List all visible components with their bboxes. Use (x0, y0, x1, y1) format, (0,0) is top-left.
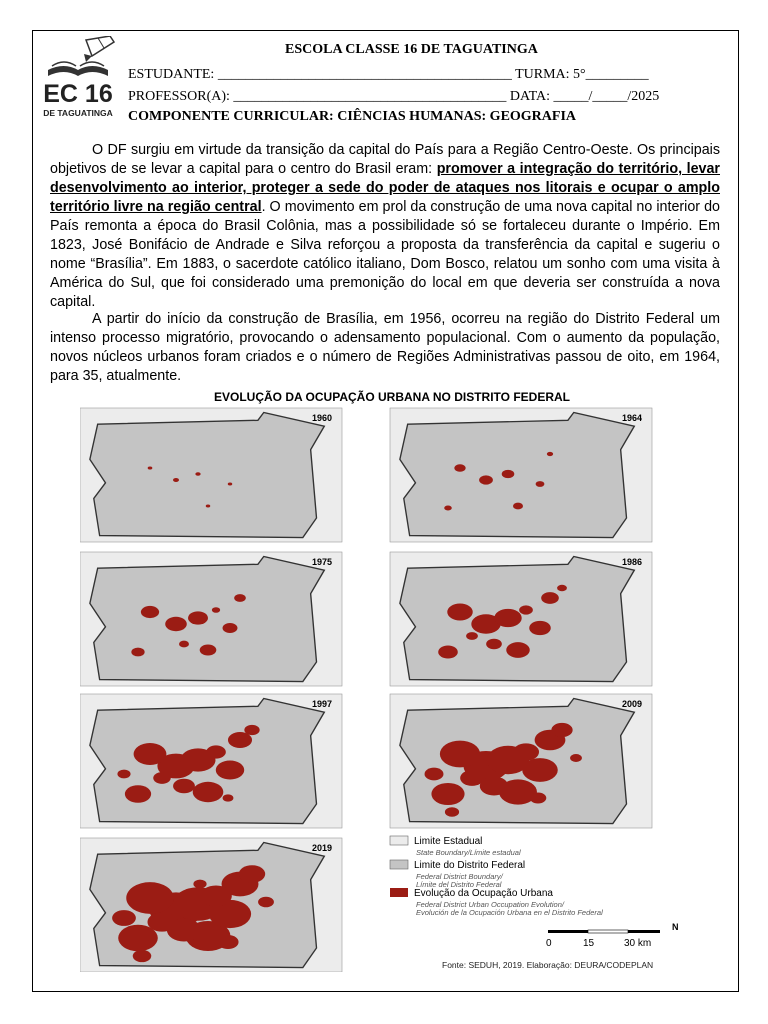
urban-area (239, 865, 265, 883)
scale-label-15: 15 (583, 938, 595, 949)
paragraph-1: O DF surgiu em virtude da transição da capital do País para a Região Centro-Oeste. Os principais objetivos de se levar a capital para o centro do Brasil eram: promover a integração do território, levar desenvolvimento ao interior, proteger a sede do poder de ataques nos litorais e ocupar o amplo território livre na região central. O movimento em prol da construção de uma nova capital no interior do País remonta a época do Brasil Colônia, mas a possibilidade só se fortaleceu durante o Império. Em 1823, José Bonifácio de Andrade e Silva reforçou a proposta da transferência da capital e sugeriu o nome “Brasília”. Em 1883, o sacerdote católico italiano, Dom Bosco, relatou um sonho com uma visita à América do Sul, que foi considerado uma premonição do local em que deveria ser construída a nova capital. (50, 142, 720, 310)
urban-area (479, 475, 493, 484)
map-panel-1997 (80, 694, 342, 828)
urban-area (153, 772, 171, 784)
urban-area (431, 783, 464, 805)
urban-area (117, 770, 130, 779)
panel-year-label: 1960 (311, 413, 332, 423)
legend-sub-df-2: Límite del Distrito Federal (416, 880, 502, 889)
map-panel-2019 (80, 838, 342, 972)
legend-label-urban: Evolução da Ocupação Urbana (414, 888, 553, 899)
urban-evolution-figure (80, 402, 660, 972)
urban-area (223, 623, 238, 633)
urban-area (258, 897, 274, 908)
panel-year-label: 1986 (621, 557, 642, 567)
figure-source: Fonte: SEDUH, 2019. Elaboração: DEURA/CODEPLAN (442, 960, 654, 970)
legend-swatch-df (390, 860, 408, 869)
legend-label-state: Limite Estadual (414, 836, 483, 847)
legend-sub-urban-1: Federal District Urban Occupation Evolution/ (416, 900, 564, 909)
teacher-field: PROFESSOR(A): _______________________________________ (128, 89, 507, 104)
urban-area (486, 639, 502, 649)
map-panel-1964 (390, 408, 652, 542)
date-field: DATA: _____/_____/2025 (509, 89, 660, 104)
urban-area (536, 481, 545, 487)
subject-line: COMPONENTE CURRICULAR: CIÊNCIAS HUMANAS: GEOGRAFIA (128, 109, 577, 124)
urban-area (179, 641, 189, 648)
urban-area (217, 935, 238, 949)
urban-area (200, 885, 232, 906)
scale-label-30: 30 km (624, 938, 652, 949)
student-field: ESTUDANTE: __________________________________________ (128, 67, 512, 82)
urban-area (460, 770, 484, 786)
urban-area (522, 758, 558, 782)
logo-text: EC 16 (43, 80, 113, 108)
urban-area (206, 505, 211, 508)
urban-area (425, 768, 444, 781)
legend-sub-df-1: Federal District Boundary/ (416, 872, 503, 881)
urban-area (438, 645, 458, 658)
urban-area (454, 464, 465, 472)
legend-sub-state: State Boundary/Límite estadual (416, 848, 521, 857)
urban-area (557, 585, 567, 592)
map-panel-1975 (80, 552, 342, 686)
figure-title: EVOLUÇÃO DA OCUPAÇÃO URBANA NO DISTRITO FEDERAL (214, 390, 571, 404)
school-name: ESCOLA CLASSE 16 DE TAGUATINGA (285, 42, 538, 57)
urban-area (212, 607, 220, 613)
scale-bar (548, 930, 660, 933)
urban-area (133, 950, 151, 962)
urban-area (541, 592, 559, 604)
urban-area (502, 470, 515, 478)
legend-swatch-state (390, 836, 408, 845)
map-legend (390, 836, 408, 897)
urban-area (206, 745, 226, 758)
panel-year-label: 2009 (621, 699, 642, 709)
school-logo (38, 36, 118, 122)
legend-swatch-urban (390, 888, 408, 897)
urban-area (200, 644, 217, 655)
highlighted-objectives: promover a integração do território, levar desenvolvimento ao interior, proteger a sede do poder de ataques nos litorais e ocupar o amplo território livre na região central (50, 161, 720, 215)
map-panel-1986 (390, 552, 652, 686)
urban-area (141, 606, 159, 618)
panel-year-label: 1997 (311, 699, 332, 709)
panel-year-label: 1975 (311, 557, 332, 567)
logo-subtext: DE TAGUATINGA (43, 108, 113, 118)
urban-area (444, 505, 452, 510)
urban-area (223, 794, 234, 801)
urban-area (193, 880, 206, 889)
legend-label-df: Limite do Distrito Federal (414, 860, 526, 871)
urban-area (244, 725, 259, 735)
urban-area (513, 503, 523, 510)
pencil-icon (84, 36, 114, 62)
urban-area (165, 617, 187, 631)
urban-area (547, 452, 553, 456)
urban-area (228, 483, 233, 486)
urban-area (216, 761, 244, 780)
urban-area (112, 910, 136, 926)
urban-area (131, 648, 144, 657)
urban-area (447, 604, 472, 621)
urban-area (195, 472, 200, 476)
urban-area (188, 611, 208, 624)
urban-area (466, 632, 478, 640)
class-field: TURMA: 5°_________ (515, 67, 649, 82)
urban-area (148, 466, 153, 469)
urban-area (440, 741, 480, 768)
urban-area (147, 912, 176, 931)
scale-label-0: 0 (546, 938, 552, 949)
urban-area (530, 792, 547, 803)
panel-year-label: 2019 (311, 843, 332, 853)
urban-area (173, 478, 179, 482)
urban-area (126, 882, 174, 914)
urban-area (173, 779, 195, 794)
panel-year-label: 1964 (621, 413, 642, 423)
urban-area (134, 743, 167, 765)
urban-area (551, 723, 572, 737)
urban-area (193, 782, 224, 802)
map-panel-1960 (80, 408, 342, 542)
urban-area (234, 594, 246, 602)
map-panel-2009 (390, 694, 652, 828)
urban-area (125, 785, 151, 803)
paragraph-2: A partir do início da construção de Brasília, em 1956, ocorreu na região do Distrito Federal um intenso processo migratório, provocando o adensamento populacional. Com o aumento da população, novos núcleos urbanos foram criados e o número de Regiões Administrativas passou de oito, em 1964, para 35, atualmente. (50, 311, 720, 384)
north-label: N (672, 922, 679, 932)
urban-area (570, 754, 582, 762)
urban-area (529, 621, 551, 635)
urban-area (480, 777, 508, 796)
urban-area (506, 642, 530, 658)
urban-area (445, 807, 459, 816)
urban-area (513, 743, 539, 760)
urban-area (519, 605, 533, 614)
legend-sub-urban-2: Evolución de la Ocupación Urbana en el Distrito Federal (416, 908, 603, 917)
urban-area (494, 609, 521, 627)
